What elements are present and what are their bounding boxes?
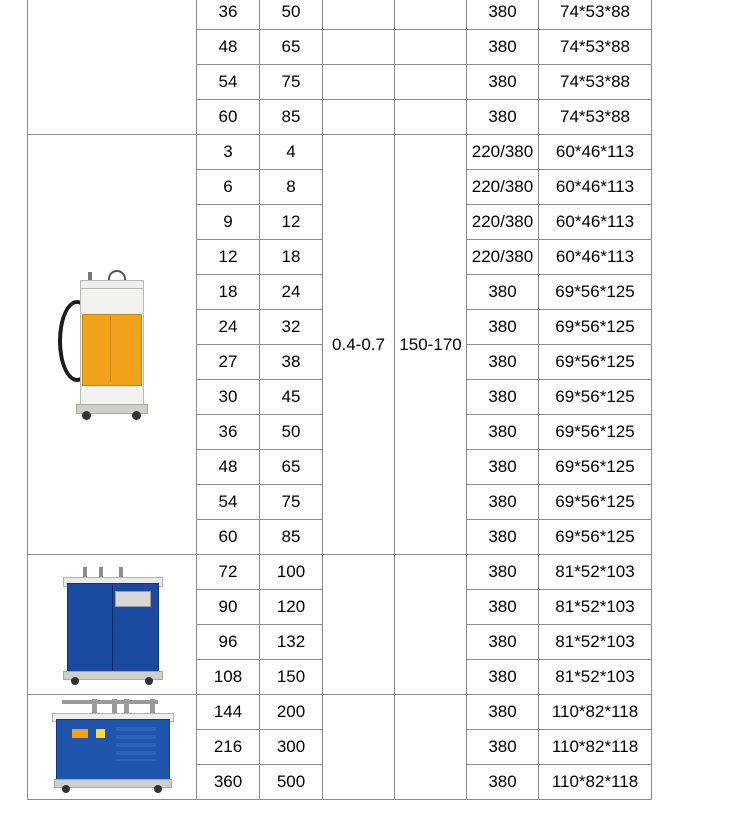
cell-pressure [323,555,395,695]
cell-capacity: 30 [197,380,260,415]
cell-dimensions: 69*56*125 [539,415,652,450]
caster-wheel-icon [154,785,162,793]
table-row [28,0,652,30]
cell-capacity: 60 [197,100,260,135]
cell-capacity: 36 [197,415,260,450]
cell-temperature [395,65,467,100]
cell-dimensions: 69*56*125 [539,345,652,380]
cell-power: 100 [260,555,323,590]
cell-capacity: 3 [197,135,260,170]
cell-capacity: 48 [197,450,260,485]
boiler-panel-divider [110,316,111,382]
cell-dimensions: 69*56*125 [539,275,652,310]
cell-capacity: 60 [197,520,260,555]
cell-power: 75 [260,65,323,100]
cell-dimensions: 74*53*88 [539,65,652,100]
cell-capacity: 54 [197,65,260,100]
cell-power: 65 [260,30,323,65]
cell-voltage: 380 [467,730,539,765]
cell-voltage: 380 [467,345,539,380]
cell-temperature [395,695,467,800]
cell-capacity: 90 [197,590,260,625]
cell-dimensions: 60*46*113 [539,135,652,170]
cell-power: 120 [260,590,323,625]
cell-voltage: 220/380 [467,170,539,205]
cell-capacity: 96 [197,625,260,660]
cell-temperature [395,100,467,135]
table-row [28,695,652,730]
caster-wheel-icon [71,677,79,685]
table-row [28,135,652,170]
machine-image-blue-cabinet [28,555,197,695]
cell-dimensions: 69*56*125 [539,450,652,485]
cell-power: 32 [260,310,323,345]
specification-table [27,0,652,800]
cell-voltage: 380 [467,520,539,555]
cell-dimensions: 74*53*88 [539,100,652,135]
cell-dimensions: 60*46*113 [539,205,652,240]
cell-power: 85 [260,100,323,135]
unit-indicator-icon [96,729,105,738]
cell-capacity: 144 [197,695,260,730]
cell-voltage: 380 [467,660,539,695]
cell-power: 24 [260,275,323,310]
cell-dimensions: 81*52*103 [539,625,652,660]
cell-power: 50 [260,0,323,30]
machine-image-yellow-vertical-boiler [28,135,197,555]
cell-capacity: 12 [197,240,260,275]
cell-temperature: 150-170 [395,135,467,555]
cell-power: 4 [260,135,323,170]
cell-voltage: 380 [467,765,539,800]
cell-capacity: 6 [197,170,260,205]
cell-pressure: 0.4-0.7 [323,135,395,555]
cell-dimensions: 110*82*118 [539,730,652,765]
cell-voltage: 380 [467,415,539,450]
table-row [28,555,652,590]
cell-voltage: 380 [467,0,539,30]
caster-wheel-icon [62,785,70,793]
control-buttons-icon [88,304,122,310]
cell-voltage: 220/380 [467,205,539,240]
cell-power: 300 [260,730,323,765]
cell-power: 18 [260,240,323,275]
cell-dimensions: 110*82*118 [539,765,652,800]
cell-dimensions: 60*46*113 [539,240,652,275]
cell-power: 45 [260,380,323,415]
cell-capacity: 72 [197,555,260,590]
cell-power: 75 [260,485,323,520]
boiler-front-panel [82,314,142,386]
caster-wheel-icon [82,411,91,420]
cell-voltage: 380 [467,590,539,625]
cell-dimensions: 69*56*125 [539,380,652,415]
cell-power: 38 [260,345,323,380]
cell-voltage: 380 [467,485,539,520]
cell-dimensions: 81*52*103 [539,590,652,625]
machine-image-partial-top [28,0,197,135]
cell-dimensions: 81*52*103 [539,555,652,590]
cell-voltage: 380 [467,275,539,310]
cell-voltage: 380 [467,30,539,65]
unit-label-icon [72,729,88,738]
cell-capacity: 48 [197,30,260,65]
cell-dimensions: 69*56*125 [539,485,652,520]
cell-temperature [395,555,467,695]
cell-temperature [395,30,467,65]
cell-capacity: 360 [197,765,260,800]
cell-pressure [323,695,395,800]
cell-power: 85 [260,520,323,555]
cell-dimensions: 110*82*118 [539,695,652,730]
cell-capacity: 54 [197,485,260,520]
cell-power: 132 [260,625,323,660]
cell-voltage: 220/380 [467,240,539,275]
cell-dimensions: 81*52*103 [539,660,652,695]
cell-power: 65 [260,450,323,485]
cell-capacity: 9 [197,205,260,240]
cell-capacity: 36 [197,0,260,30]
cell-capacity: 216 [197,730,260,765]
cell-pressure [323,30,395,65]
cell-power: 200 [260,695,323,730]
cell-power: 50 [260,415,323,450]
cell-pressure [323,100,395,135]
control-display-icon [115,591,151,607]
cell-voltage: 380 [467,65,539,100]
cabinet-door-divider [112,585,113,671]
cell-dimensions: 69*56*125 [539,520,652,555]
cell-voltage: 380 [467,310,539,345]
cell-capacity: 27 [197,345,260,380]
cell-voltage: 220/380 [467,135,539,170]
cell-capacity: 108 [197,660,260,695]
cell-dimensions: 60*46*113 [539,170,652,205]
machine-image-wide-blue-unit [28,695,197,800]
cell-voltage: 380 [467,450,539,485]
cell-power: 150 [260,660,323,695]
cell-power: 12 [260,205,323,240]
caster-wheel-icon [132,411,141,420]
cell-pressure [323,0,395,30]
cell-dimensions: 74*53*88 [539,0,652,30]
cell-voltage: 380 [467,380,539,415]
caster-wheel-icon [145,677,153,685]
cell-voltage: 380 [467,625,539,660]
cell-dimensions: 74*53*88 [539,30,652,65]
cell-voltage: 380 [467,695,539,730]
cell-dimensions: 69*56*125 [539,310,652,345]
cell-capacity: 24 [197,310,260,345]
cell-power: 500 [260,765,323,800]
unit-grille-icon [116,727,156,761]
cell-pressure [323,65,395,100]
cell-power: 8 [260,170,323,205]
cell-capacity: 18 [197,275,260,310]
cell-temperature [395,0,467,30]
cell-voltage: 380 [467,100,539,135]
cell-voltage: 380 [467,555,539,590]
